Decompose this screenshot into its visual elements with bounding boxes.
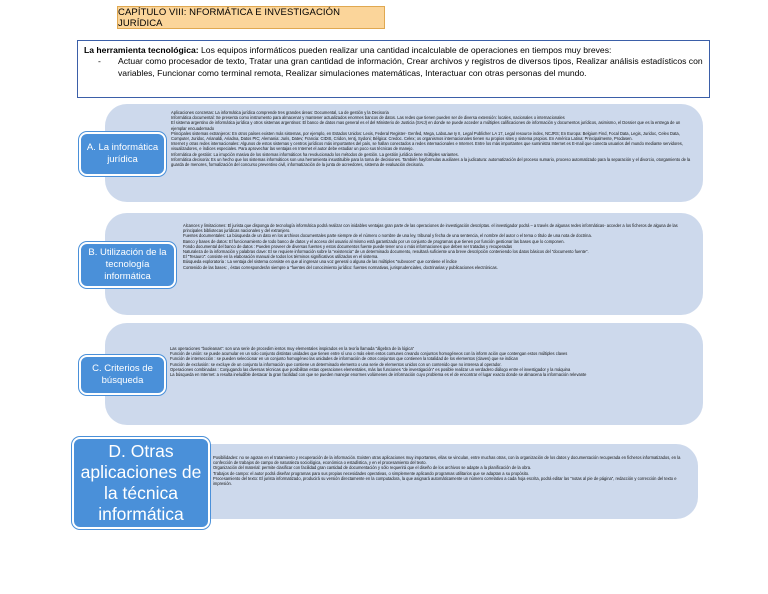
section-d-label: D. Otras aplicaciones de la técnica informática	[72, 437, 210, 529]
section-d-line: Posibilidades: no se agotan en el tratamiento y recuperación de la información. Existen otras aplicaciones muy importantes, ellas se vinculan, entre muchas otras, con la organización de los datos y documentación recuperada en ficheros informatizados, en la confección de trabajos de campo de naturaleza sociológica, económica o estadística, y en el procesamiento del texto.	[213, 455, 681, 466]
section-a-line: Principales sistemas extranjeros: En otros países existen más sistemas, por ejemplo, en Estados Unidos: Lexis, Federal Register- Genfed, Mega, LaboLaw Iy II, Legal Publicher LA 17, Legal resource index, NCJRS; En Europa: Belgium Find, Focal Data, Legis, Juridoc, Celex Data, Computer, Juridoc, Arianaldi, Ariadna, Datos PIC; Alemania: Juris, Datev; Francia: CIDIS, Cridon, Ientj, Sydoni; Bélgica: Credoc. Celex; os organismos internacionales tienen su propios sites y sistema propios. En América Latina: Principalmente, Prodasen.	[171, 130, 680, 142]
section-a-line: Informática de gestión: La irrupción masiva de los sistemas informáticos ha revolucionado los métodos de gestión. La gestión jurídica tiene múltiples variantes.	[171, 151, 459, 157]
section-a-label: A. La informática jurídica	[79, 132, 166, 176]
section-c-line: Las operaciones "booleanas": son una serie de procedim ientos muy elementales inspirados en la teoría llamada "álgebra de la lógica"	[170, 346, 415, 351]
section-a-text	[171, 110, 697, 198]
section-d-line: Trabajos de campo: el autor podrá diseñar programas para sus propias necesidades operativas, o simplemente aplicando programas utilitarios que se adaptan a su propósito.	[213, 470, 530, 476]
intro-box	[77, 40, 710, 98]
section-d-text	[213, 455, 691, 511]
section-a-line: Informática documental: Se presenta como instrumento para almacenar y mantener actualizados enormes bancos de datos. Las redes que tienen pueden ser de diversa extensión: locales, nacionales o internacionales	[171, 115, 565, 121]
section-b-line: Fondo documental del banco de datos : Pueden proveer de diversas fuentes y estos documentos fuente puede tener uno o más informaciones que deben ser tratadas y recuperadas	[183, 243, 513, 249]
intro-bullet: Actuar como procesador de texto, Tratar una gran cantidad de información, Crear archivos y registros de diversos tipos, Realizar análisis estadísticos con variables, Funcionar como terminal remota, Realizar simulaciones matemáticas, Interactuar con otras personas del mundo.	[118, 56, 703, 78]
section-c-line: Función de exclusión: se excluye de un conjunto la información que contiene un determinado elemento o una serie de elementos unidos con un contenido que no interesa al operador.	[170, 361, 502, 367]
section-a-line: El sistema argentino de informática jurídica y otros sistemas argentinos: El banco de datos mas general es el del Ministerio de Justicia (SAIJ) en donde se puede acceder a múltiples calificaciones de información y documentos jurídicos, asimismo, el Dossier que es la entrega de un ejemplar encuadernado	[171, 120, 681, 131]
section-b-line: Banco y bases de datos: El funcionamiento de todo banco de datos y el acceso del usuario al mismo está garantizado por un conjunto de programas que tienen por función gestionar las bases que lo componen.	[183, 238, 565, 244]
intro-bullet-row	[84, 56, 703, 79]
section-b-text	[183, 223, 697, 311]
intro-heading: La herramienta tecnológica:	[84, 45, 199, 55]
section-b-line: Contenido de las bases: , éstas corresponderán siempre a "fuentes del conocimiento jurídico: fuentes normativas, jurisprudenciales, doctrinarias y publicaciones electrónicas.	[183, 264, 498, 270]
section-c-line: La búsqueda en Internet: a resulta ineludible destacar la gran facilidad con que se pueden manejar enormes volúmenes de información cuyo problema es el de encontrar el lugar exacto donde se almacena la información relevante	[170, 372, 587, 378]
section-b-line: El "Tesauro": consiste en la elaboración manual de todos los términos significativos utilizados en el sistema.	[183, 254, 379, 260]
section-a-line: Informática decisoria: Es un hecho que los sistemas informáticos son una herramienta insustituible para la toma de decisiones. También hayformulas auxiliares a la judicatura: automatización del proceso sumario, proceso automatizado para la separación y el divorcio, otorgamiento de la guarda de menores, formalización del concurso preventivo civil, informatización de la junta de acreedores, sistema de evaluación decisoria.	[171, 156, 691, 168]
section-b-line: Alcances y limitaciones: El jurista que disponga de tecnología informática podrá realizar con inidables ventajas gran parte de las operaciones de investigación descriptas. el investigador podrá – a través de algunas redes informáticas- acceder a los ficheros de alguna de las principales bibliotecas jurídicas nacionales y del extranjero.	[183, 223, 678, 234]
section-b-line: Fuentes documentales: La búsqueda de un dato en los archivos documentales parte siempre de el número o nombre de una ley, tribunal y fecha de una sentencia, el nombre del autor o el tema o título de una nota de doctrina.	[183, 233, 592, 239]
section-c-line: Función de unión: se puede acumular en un solo conjunto distintas unidades que tienen entre sí uno o más elem entos comunes creando conjuntos homogéneos con la inform ación que contengan estos múltiples claves	[170, 351, 568, 357]
chapter-title: CAPÍTULO VIII: NFORMÁTICA E INVESTIGACIÓN JURÍDICA	[117, 6, 385, 29]
section-c-label: C. Criterios de búsqueda	[79, 355, 166, 395]
bullet-dash: -	[98, 56, 101, 67]
intro-line	[84, 45, 703, 56]
section-c-text	[170, 346, 697, 412]
section-d-line: Procesamiento del texto: El jurista informatizado, producirá su versión directamente en la computadora, la que asignará automáticamente un número correlativo a cada hoja escrita, podrá editar las "notas al pie de página", redacción y corrección del texto e impresión.	[213, 475, 677, 487]
section-b-line: Búsqueda exploratoria : La ventaja del sistema consiste en que al ingresar una voz general o alguna de las múltiples "subvoces" que contiene el índice	[183, 259, 457, 265]
section-c-line: Operaciones combinadas : Conjugando las diversas técnicas que posibilitan estas operaciones elementales, más las funciones "de investigación" es posible realizar un verdadero diálogo entre el investigador y la máquina	[170, 366, 571, 372]
section-a-line: Aplicaciones concretas: La informática jurídica comprende tres grandes áreas: Documental, La de gestión y la Decisoria	[171, 110, 389, 115]
section-d-line: Organización del material: permite clasificar con facilidad gran cantidad de documentación y sólo requerirá que el diseño de los archivos se adapte a la planificación de la obra.	[213, 465, 532, 471]
section-b-line: Naturaleza de la información y palabras clave: El se requiere información sobre la "existencia" de un determinado documento, resultará suficiente una breve descripción conteniendo los datos básicos del "documento fuente".	[183, 249, 589, 255]
section-b-label: B. Utilización de la tecnología informática	[79, 242, 176, 288]
intro-text: Los equipos informáticos pueden realizar una cantidad incalculable de operaciones en tiempos muy breves:	[198, 45, 612, 55]
section-a-line: Internet y otras redes internacionales: Algunos de estos sistemas y centros jurídicos más importantes del país, se hallan conectados a redes internacionales e Internet. Entre los más importantes que suministra Internet es E-mail que conecta usuarios del mundo mediante servidores, visualizadores, e índices especiales. Para aprovechar las ventajas en Internet el autor debe estudiar un poco sus técnicas de manejo.	[171, 141, 683, 152]
section-c-line: Función de intersección : se pueden seleccionar en un conjunto homogéneo las unidades de información de otros conjuntos que contienen la totalidad de los elementos (claves) que se indican	[170, 356, 518, 362]
